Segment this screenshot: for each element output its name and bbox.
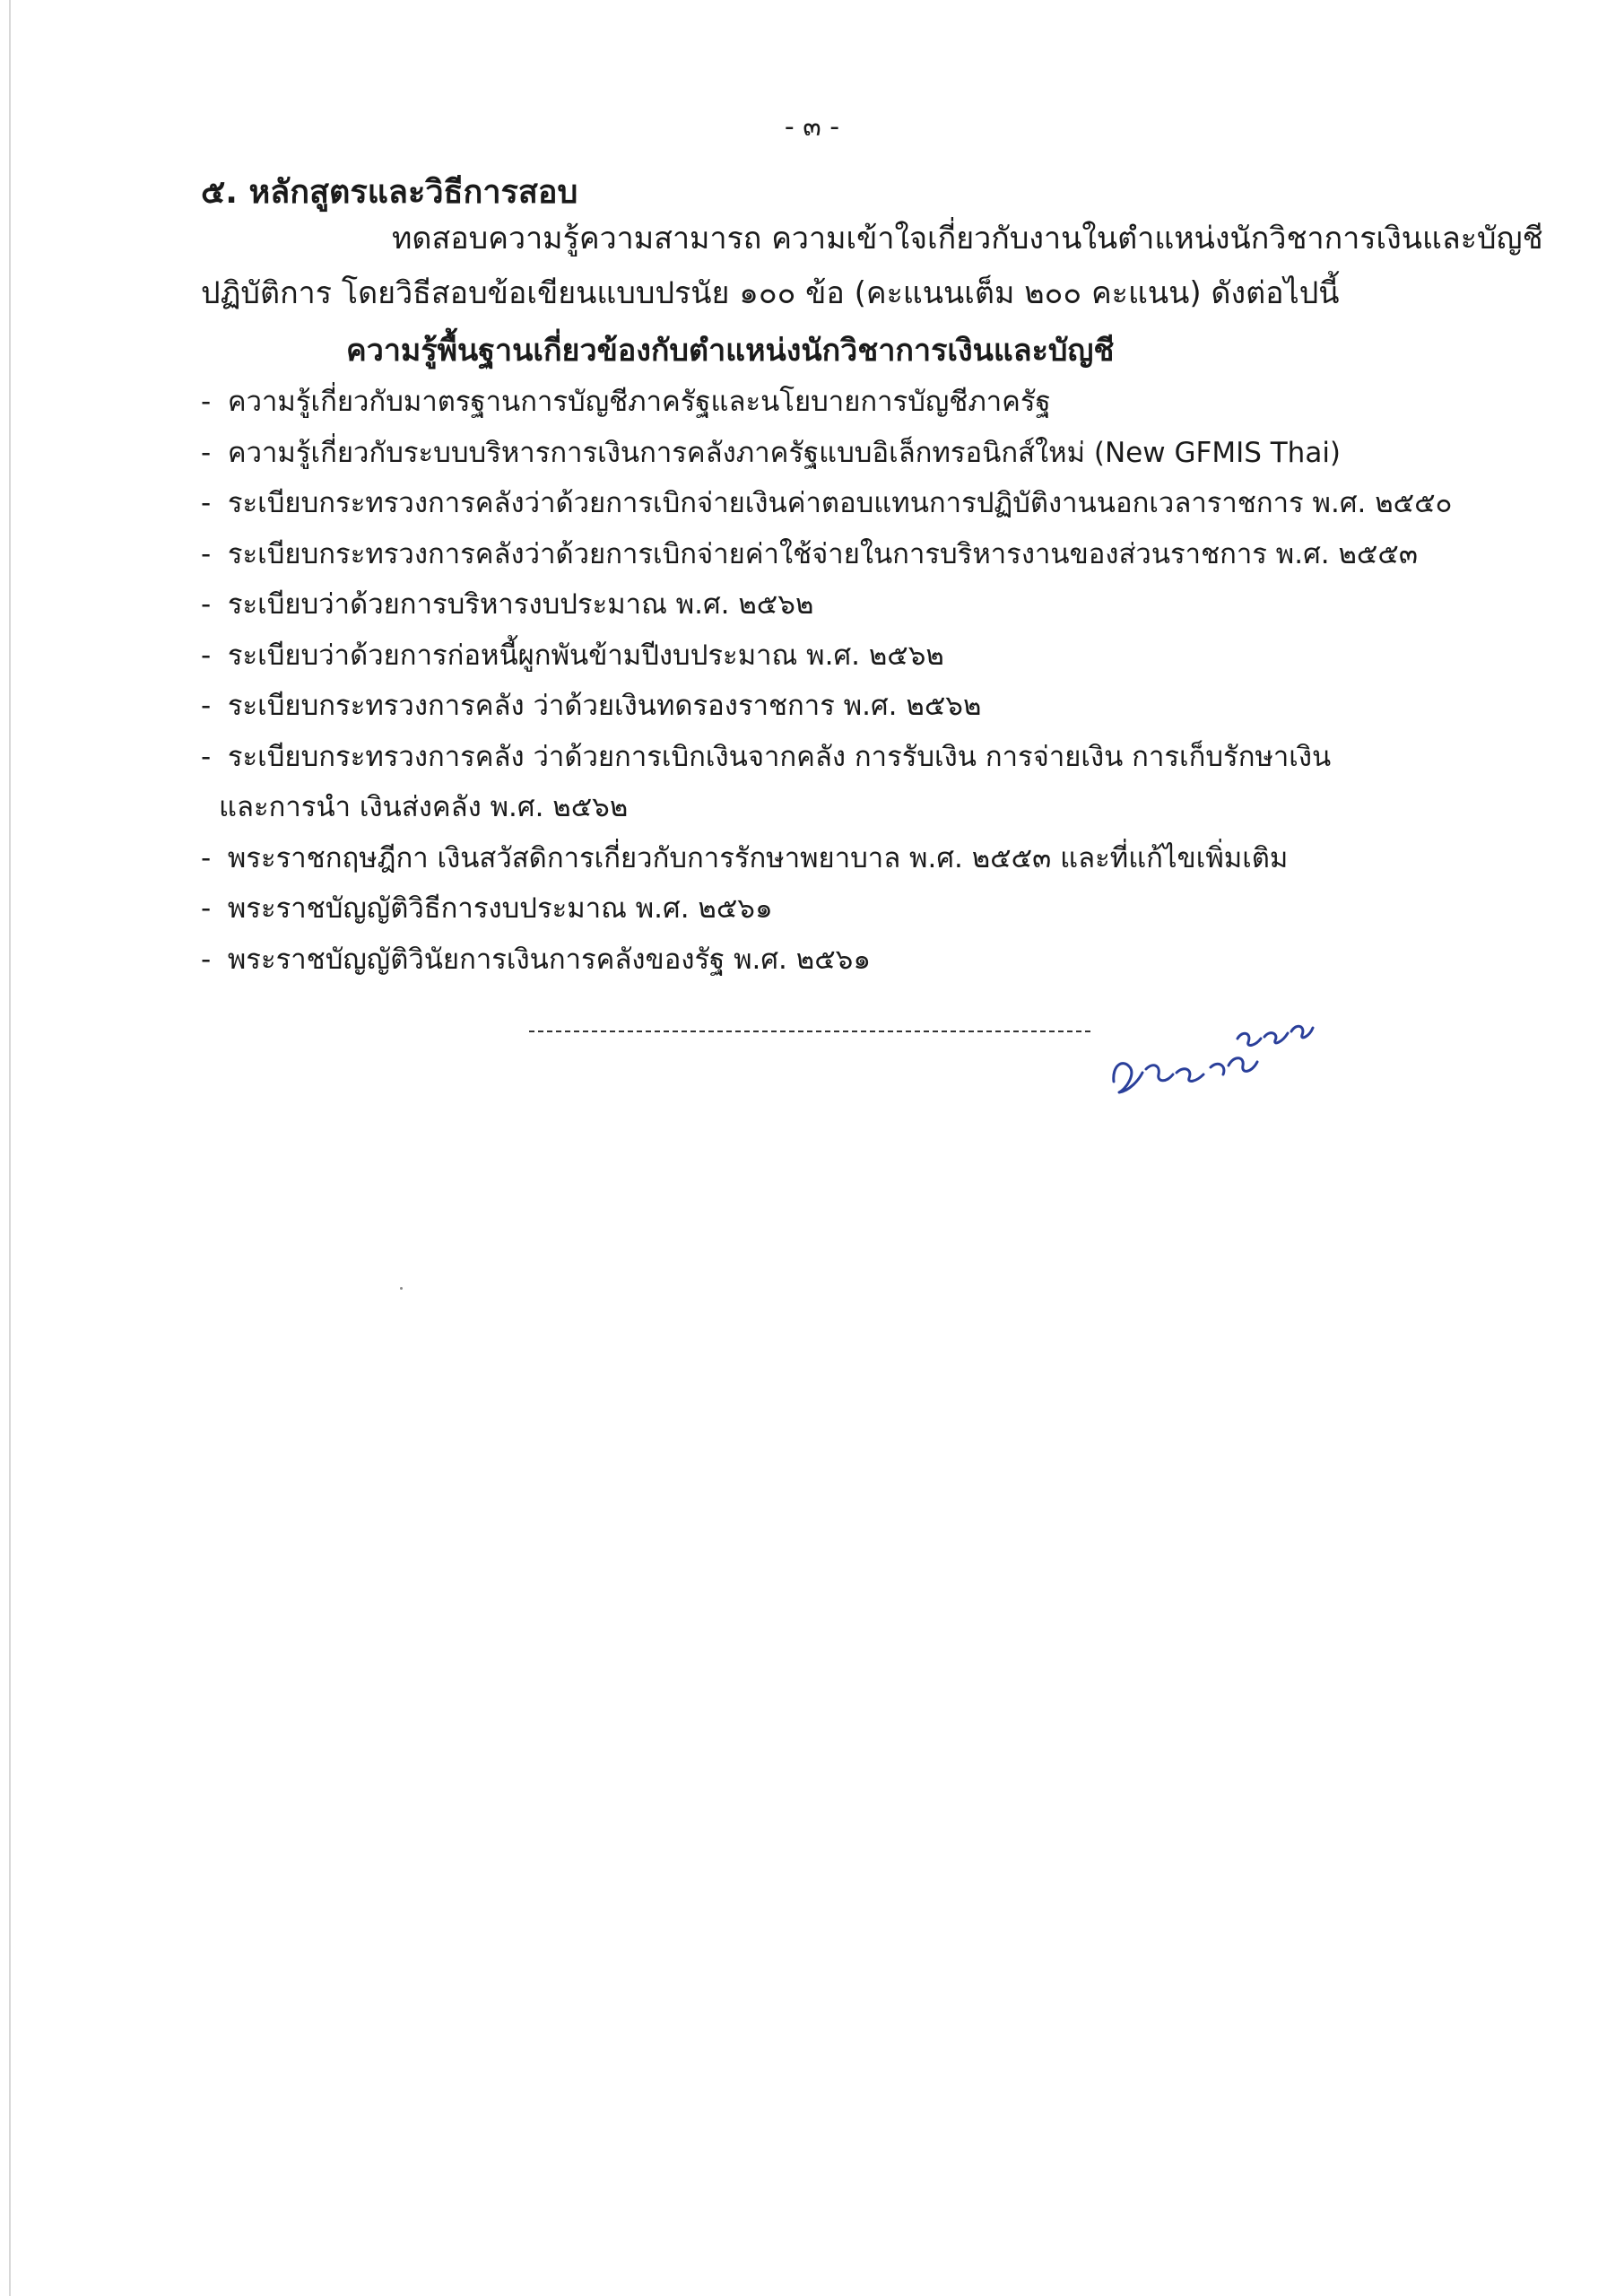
list-item (201, 579, 1426, 631)
intro-paragraph (201, 212, 1543, 321)
bullet-dash: - (201, 690, 212, 722)
list-item-text: ระเบียบกระทรวงการคลังว่าด้วยการเบิกจ่ายค่าใช้จ่ายในการบริหารงานของส่วนราชการ พ.ศ. ๒๕๕๓ (227, 537, 1419, 570)
intro-line-1: ทดสอบความรู้ความสามารถ ความเข้าใจเกี่ยวกับงานในตำแหน่งนักวิชาการเงินและบัญชี (392, 221, 1543, 257)
scan-speck (400, 1287, 403, 1290)
list-item-text: ความรู้เกี่ยวกับระบบบริหารการเงินการคลังภาครัฐแบบอิเล็กทรอนิกส์ใหม่ (New GFMIS Thai) (227, 436, 1342, 469)
bullet-dash: - (201, 943, 212, 976)
bullet-dash: - (201, 740, 212, 773)
bullet-dash: - (201, 487, 212, 519)
list-item-text: ระเบียบกระทรวงการคลัง ว่าด้วยเงินทดรองราชการ พ.ศ. ๒๕๖๒ (227, 690, 982, 722)
list-item (201, 935, 1426, 986)
list-item-text: ระเบียบกระทรวงการคลัง ว่าด้วยการเบิกเงินจากคลัง การรับเงิน การจ่ายเงิน การเก็บรักษาเงิน (227, 740, 1332, 773)
list-item-text: พระราชบัญญัติวิธีการงบประมาณ พ.ศ. ๒๕๖๑ (227, 892, 773, 925)
list-item (201, 883, 1426, 935)
bullet-dash: - (201, 841, 212, 874)
bullet-dash: - (201, 386, 212, 418)
topic-subheading: ความรู้พื้นฐานเกี่ยวข้องกับตำแหน่งนักวิชาการเงินและบัญชี (346, 333, 1115, 369)
list-item (201, 529, 1426, 580)
section-heading: ๕. หลักสูตรและวิธีการสอบ (201, 174, 578, 211)
list-item-text: ความรู้เกี่ยวกับมาตรฐานการบัญชีภาครัฐและนโยบายการบัญชีภาครัฐ (227, 386, 1051, 418)
handwritten-signature (1103, 1003, 1318, 1110)
list-item (201, 478, 1453, 529)
intro-line-2: ปฏิบัติการ โดยวิธีสอบข้อเขียนแบบปรนัย ๑๐๐ ข้อ (คะแนนเต็ม ๒๐๐ คะแนน) ดังต่อไปนี้ (201, 275, 1340, 311)
list-item-text: ระเบียบว่าด้วยการก่อหนี้ผูกพันข้ามปีงบประมาณ พ.ศ. ๒๕๖๒ (227, 639, 944, 672)
list-item-text: ระเบียบว่าด้วยการบริหารงบประมาณ พ.ศ. ๒๕๖๒ (227, 588, 814, 621)
list-item (201, 428, 1426, 479)
list-item (201, 377, 1426, 428)
page-edge (9, 0, 11, 2296)
bullet-dash: - (201, 537, 212, 570)
list-item (201, 681, 1426, 732)
bullet-dash: - (201, 436, 212, 469)
list-item (201, 833, 1426, 884)
page-number: - ๓ - (784, 111, 840, 143)
list-item (201, 732, 1426, 833)
list-item-text: พระราชบัญญัติวินัยการเงินการคลังของรัฐ พ.ศ. ๒๕๖๑ (227, 943, 872, 976)
list-item-text: ระเบียบกระทรวงการคลังว่าด้วยการเบิกจ่ายเงินค่าตอบแทนการปฏิบัติงานนอกเวลาราชการ พ.ศ. ๒๕๕๐ (227, 487, 1453, 519)
end-divider (529, 1031, 1090, 1032)
bullet-dash: - (201, 892, 212, 925)
topic-list (201, 377, 1453, 985)
bullet-dash: - (201, 588, 212, 621)
bullet-dash: - (201, 639, 212, 672)
list-item-text: พระราชกฤษฎีกา เงินสวัสดิการเกี่ยวกับการรักษาพยาบาล พ.ศ. ๒๕๕๓ และที่แก้ไขเพิ่มเติม (227, 841, 1289, 874)
list-item (201, 631, 1426, 682)
list-item-continuation: และการนำ เงินส่งคลัง พ.ศ. ๒๕๖๒ (219, 791, 629, 823)
